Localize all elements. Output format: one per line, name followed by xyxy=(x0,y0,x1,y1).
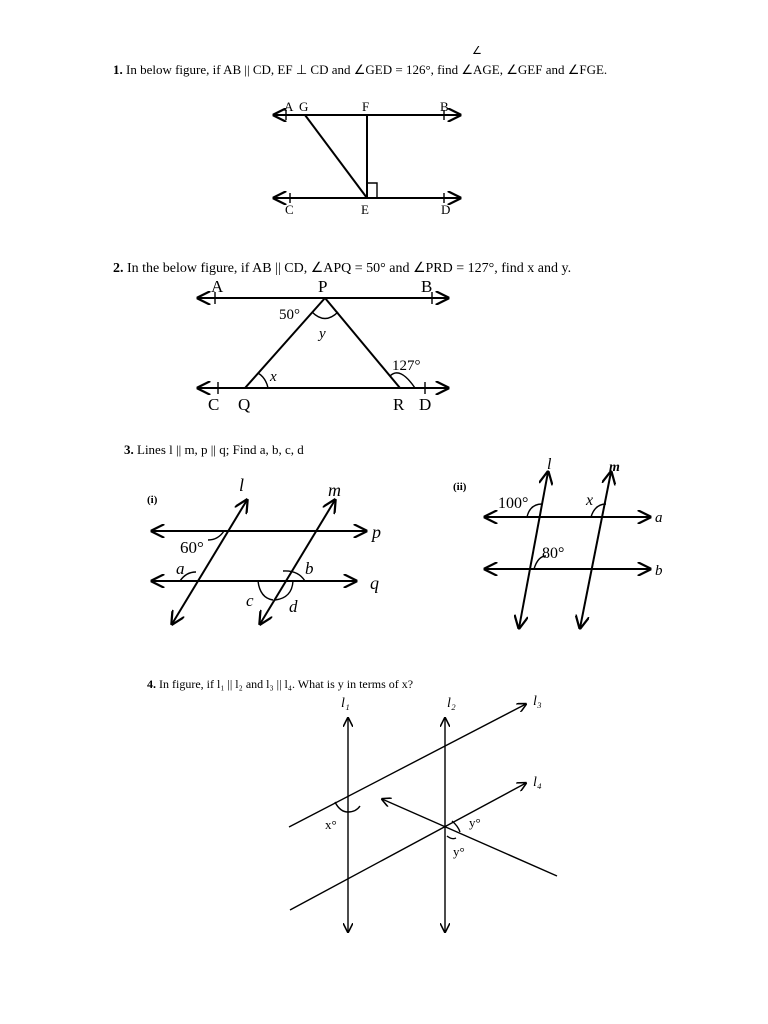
label-y-lower: y° xyxy=(453,844,465,859)
label-a-ii: a xyxy=(655,510,663,526)
question-2-text: In the below figure, if AB || CD, ∠APQ = 50° and ∠PRD = 127°, find x and y. xyxy=(127,261,572,276)
part-i-tag: (i) xyxy=(147,494,158,506)
label-l4: l₄ xyxy=(533,775,542,790)
label-a-2: A xyxy=(211,277,224,296)
label-m-i: m xyxy=(328,480,341,500)
label-angle-127: 127° xyxy=(392,358,421,374)
label-q-i: q xyxy=(370,573,379,593)
label-b: B xyxy=(440,99,449,114)
label-x-4: x° xyxy=(325,817,337,832)
question-3-text: Lines l || m, p || q; Find a, b, c, d xyxy=(137,442,304,457)
label-e: E xyxy=(361,202,369,217)
label-d-i: d xyxy=(289,597,298,616)
label-g: G xyxy=(299,99,309,114)
label-y: y xyxy=(319,326,326,342)
label-a-i: a xyxy=(176,559,185,578)
label-x-ii: x xyxy=(586,492,594,509)
label-l-i: l xyxy=(239,475,245,495)
label-b-2: B xyxy=(421,277,433,296)
label-q: Q xyxy=(238,395,251,414)
label-b-i: b xyxy=(305,559,314,578)
label-d: D xyxy=(441,202,451,217)
question-1-number: 1. xyxy=(113,62,123,77)
label-l3: l₃ xyxy=(533,694,542,709)
question-4-number: 4. xyxy=(147,677,156,691)
label-l1: l₁ xyxy=(341,696,350,711)
label-x: x xyxy=(270,369,277,385)
label-p: P xyxy=(318,277,328,296)
label-m-ii: m xyxy=(609,460,620,475)
label-angle-50: 50° xyxy=(279,307,300,323)
label-r: R xyxy=(393,395,405,414)
label-y-upper: y° xyxy=(469,815,481,830)
question-3-number: 3. xyxy=(124,442,134,457)
question-4-text: In figure, if l₁ || l₂ and l₃ || l₄. What is y in terms of x? xyxy=(159,677,414,691)
label-a: A xyxy=(284,99,294,114)
label-angle-100: 100° xyxy=(498,495,529,512)
label-d-2: D xyxy=(419,395,432,414)
stray-angle-mark: ∠ xyxy=(472,45,482,57)
part-ii-tag: (ii) xyxy=(453,481,467,493)
label-angle-60: 60° xyxy=(180,538,204,557)
question-2-number: 2. xyxy=(113,261,124,276)
label-angle-80: 80° xyxy=(542,545,565,562)
label-c-i: c xyxy=(246,591,254,610)
label-b-ii: b xyxy=(655,563,663,579)
angle-y-arc-lower xyxy=(447,836,456,839)
label-l-ii: l xyxy=(547,456,552,473)
label-l2: l₂ xyxy=(447,696,456,711)
label-c: C xyxy=(285,202,294,217)
line-l3 xyxy=(289,704,526,827)
label-f: F xyxy=(362,99,370,114)
label-p-i: p xyxy=(372,522,381,542)
line-transversal xyxy=(382,799,557,876)
label-c-2: C xyxy=(208,395,220,414)
question-1-text: In below figure, if AB || CD, EF ⊥ CD and ∠GED = 126°, find ∠AGE, ∠GEF and ∠FGE. xyxy=(126,62,608,77)
